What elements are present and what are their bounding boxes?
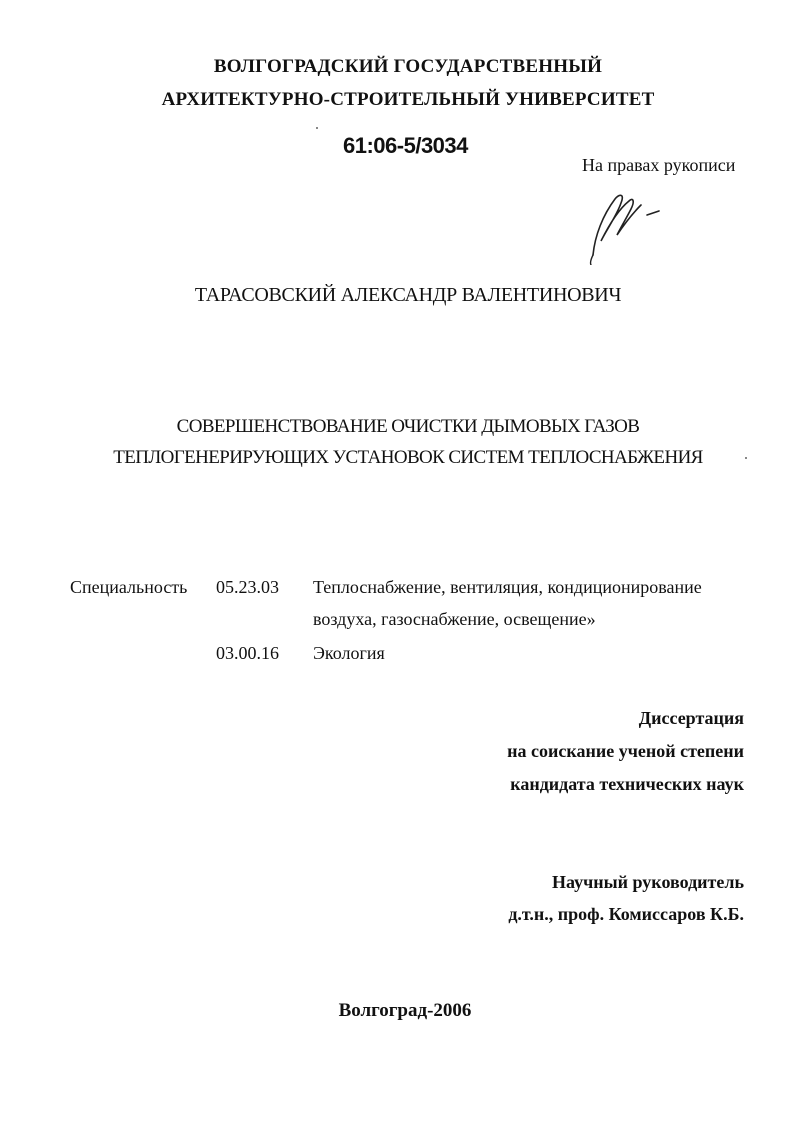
- author-name: ТАРАСОВСКИЙ АЛЕКСАНДР ВАЛЕНТИНОВИЧ: [194, 284, 622, 306]
- supervisor-name: д.т.н., проф. Комиссаров К.Б.: [508, 904, 744, 924]
- specialty-name-line2: воздуха, газоснабжение, освещение»: [313, 609, 596, 629]
- city-year: Волгоград-2006: [338, 1000, 472, 1021]
- specialty-code: 05.23.03: [216, 577, 279, 597]
- scan-speck: [745, 457, 747, 459]
- catalog-code: 61:06-5/3034: [343, 133, 468, 158]
- signature: [585, 185, 665, 265]
- university-name-line2: АРХИТЕКТУРНО-СТРОИТЕЛЬНЫЙ УНИВЕРСИТЕТ: [161, 89, 655, 110]
- degree-line2: на соискание ученой степени: [507, 741, 744, 761]
- specialty-label: Специальность: [70, 577, 188, 597]
- specialty-code: 03.00.16: [216, 643, 279, 663]
- degree-line3: кандидата технических наук: [510, 774, 744, 794]
- university-name-line1: ВОЛГОГРАДСКИЙ ГОСУДАРСТВЕННЫЙ: [213, 56, 603, 77]
- manuscript-note: На правах рукописи: [582, 155, 736, 175]
- specialty-name-line1: Экология: [313, 643, 385, 663]
- supervisor-label: Научный руководитель: [552, 872, 744, 892]
- dissertation-title-line1: СОВЕРШЕНСТВОВАНИЕ ОЧИСТКИ ДЫМОВЫХ ГАЗОВ: [176, 416, 640, 437]
- degree-line1: Диссертация: [638, 708, 744, 728]
- specialty-name-line1: Теплоснабжение, вентиляция, кондиционирование: [313, 577, 702, 597]
- dissertation-title-line2: ТЕПЛОГЕНЕРИРУЮЩИХ УСТАНОВОК СИСТЕМ ТЕПЛОСНАБЖЕНИЯ: [113, 447, 703, 468]
- scan-speck: [316, 127, 318, 129]
